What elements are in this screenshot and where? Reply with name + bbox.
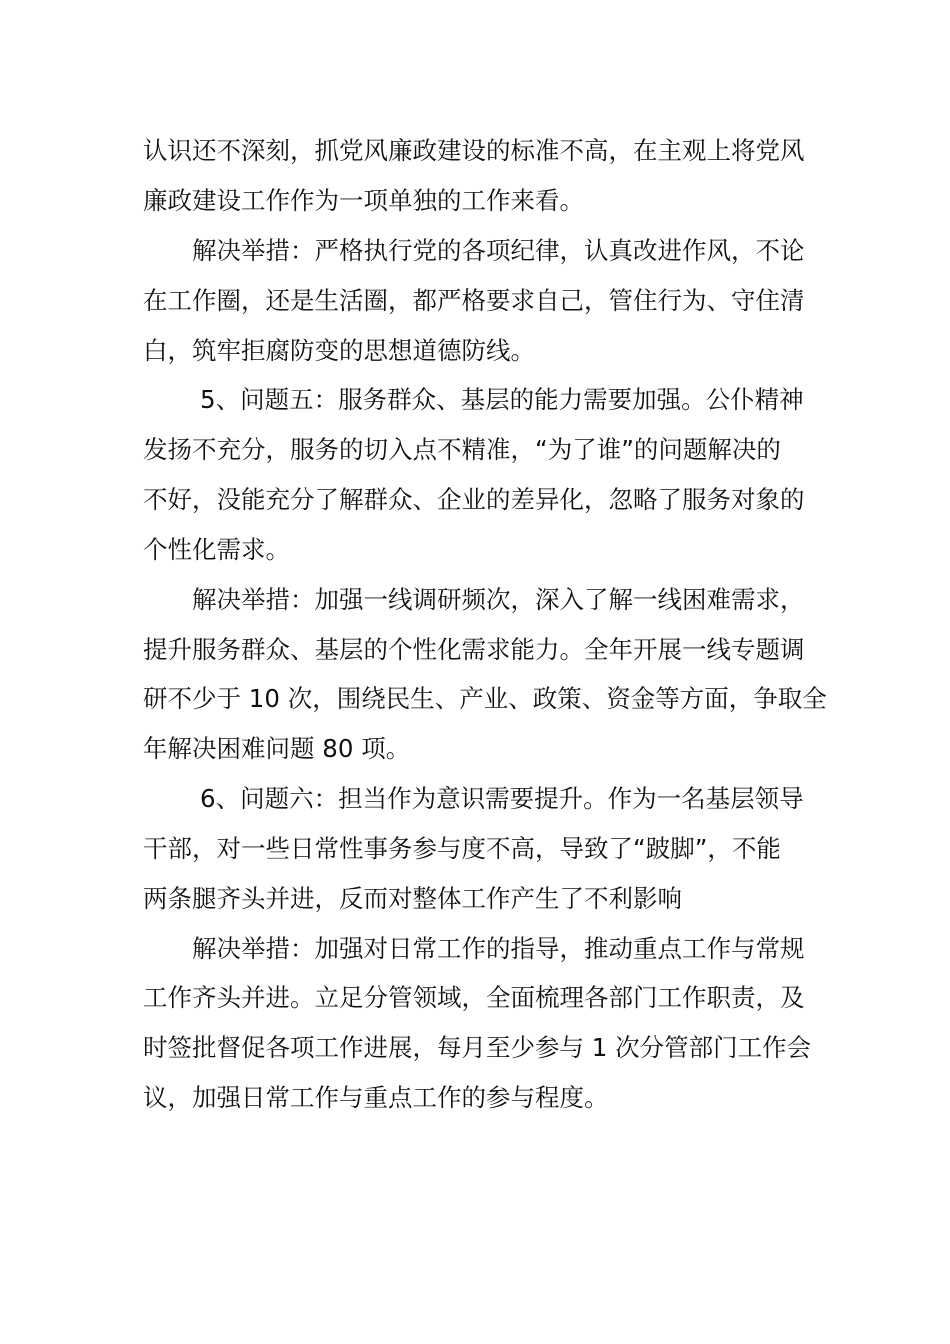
text-line-16: 两条腿齐头并进，反而对整体工作产生了不利影响 (143, 884, 682, 913)
text-line-15: 干部，对一些日常性事务参与度不高，导致了“跛脚”，不能 (143, 834, 781, 863)
text-line-10: 解决举措：加强一线调研频次，深入了解一线困难需求， (192, 585, 805, 614)
text-line-19: 时签批督促各项工作进展，每月至少参与 1 次分管部门工作会 (143, 1033, 812, 1062)
text-line-14: 6、问题六：担当作为意识需要提升。作为一名基层领导 (200, 784, 804, 813)
text-line-5: 白，筑牢拒腐防变的思想道德防线。 (143, 336, 535, 365)
text-line-3: 解决举措：严格执行党的各项纪律，认真改进作风，不论 (192, 236, 805, 265)
text-line-18: 工作齐头并进。立足分管领域，全面梳理各部门工作职责，及 (143, 983, 805, 1012)
text-line-8: 不好，没能充分了解群众、企业的差异化，忽略了服务对象的 (143, 485, 805, 514)
text-line-2: 廉政建设工作作为一项单独的工作来看。 (143, 186, 584, 215)
text-line-12: 研不少于 10 次，围绕民生、产业、政策、资金等方面，争取全 (143, 684, 827, 713)
text-line-4: 在工作圈，还是生活圈，都严格要求自己，管住行为、守住清 (143, 286, 805, 315)
text-line-13: 年解决困难问题 80 项。 (143, 734, 411, 763)
text-line-7: 发扬不充分，服务的切入点不精准，“为了谁”的问题解决的 (143, 435, 781, 464)
text-line-6: 5、问题五：服务群众、基层的能力需要加强。公仆精神 (200, 385, 804, 414)
text-line-9: 个性化需求。 (143, 535, 290, 564)
text-line-11: 提升服务群众、基层的个性化需求能力。全年开展一线专题调 (143, 635, 805, 664)
text-line-17: 解决举措：加强对日常工作的指导，推动重点工作与常规 (192, 934, 805, 963)
text-line-20: 议，加强日常工作与重点工作的参与程度。 (143, 1083, 609, 1112)
text-line-1: 认识还不深刻，抓党风廉政建设的标准不高，在主观上将党风 (143, 136, 805, 165)
